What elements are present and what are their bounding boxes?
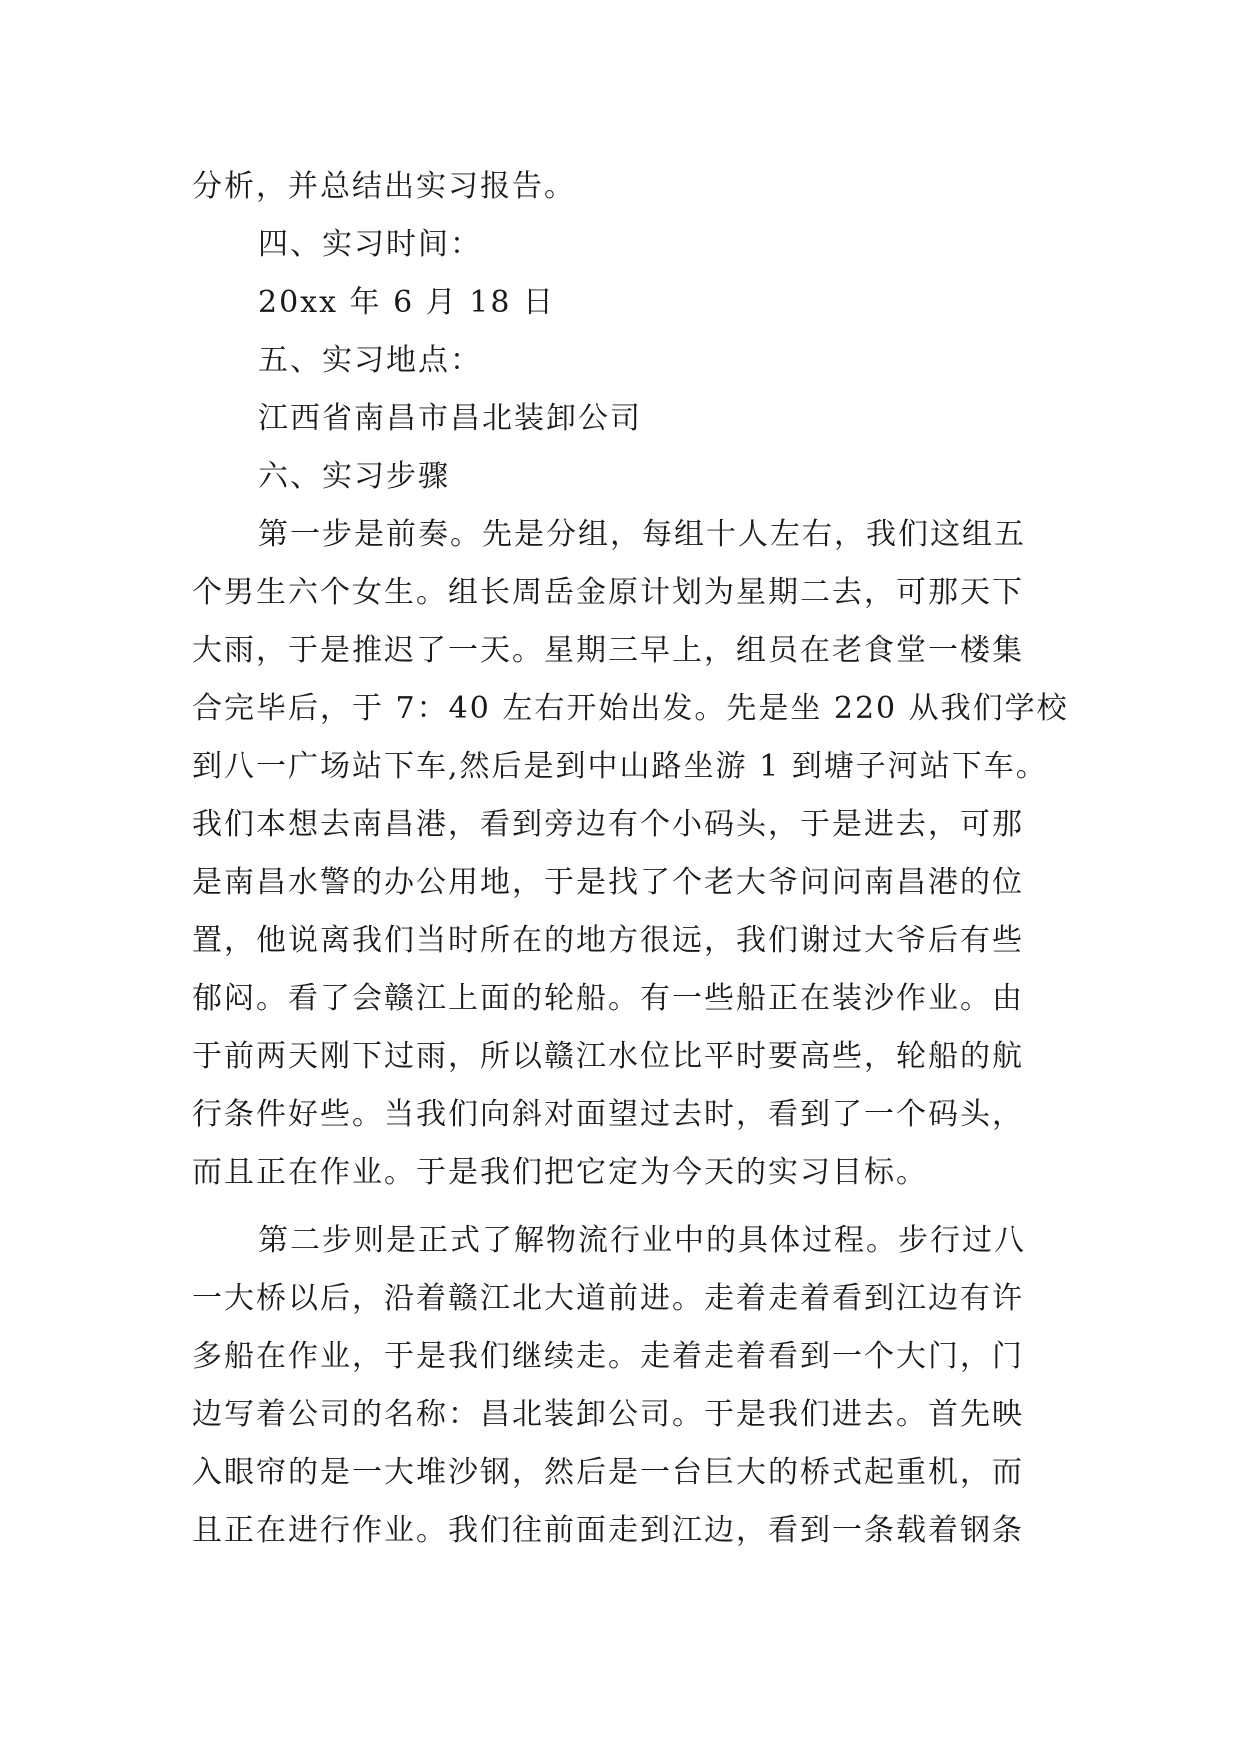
paragraph-1-line: 第一步是前奏。先是分组，每组十人左右，我们这组五: [258, 517, 1026, 552]
paragraph-2-line: 边写着公司的名称：昌北装卸公司。于是我们进去。首先映: [192, 1397, 1024, 1432]
paragraph-1-line: 到八一广场站下车,然后是到中山路坐游 1 到塘子河站下车。: [192, 749, 1048, 784]
paragraph-1-line: 郁闷。看了会赣江上面的轮船。有一些船正在装沙作业。由: [192, 981, 1024, 1016]
paragraph-2-line: 多船在作业，于是我们继续走。走着走着看到一个大门，门: [192, 1339, 1024, 1374]
paragraph-1-line: 合完毕后，于 7：40 左右开始出发。先是坐 220 从我们学校: [192, 691, 1069, 726]
section-heading-time: 四、实习时间：: [258, 227, 482, 262]
paragraph-1-line: 于前两天刚下过雨，所以赣江水位比平时要高些，轮船的航: [192, 1039, 1024, 1074]
paragraph-1-line: 置，他说离我们当时所在的地方很远，我们谢过大爷后有些: [192, 923, 1024, 958]
paragraph-2-line: 一大桥以后，沿着赣江北大道前进。走着走着看到江边有许: [192, 1281, 1024, 1316]
paragraph-1-line: 行条件好些。当我们向斜对面望过去时，看到了一个码头，: [192, 1097, 1024, 1132]
paragraph-2-line: 入眼帘的是一大堆沙钢，然后是一台巨大的桥式起重机，而: [192, 1455, 1024, 1490]
paragraph-2-line: 且正在进行作业。我们往前面走到江边，看到一条载着钢条: [192, 1513, 1024, 1548]
paragraph-1-line: 我们本想去南昌港，看到旁边有个小码头，于是进去，可那: [192, 807, 1024, 842]
internship-location: 江西省南昌市昌北装卸公司: [258, 401, 642, 436]
paragraph-1-line: 大雨，于是推迟了一天。星期三早上，组员在老食堂一楼集: [192, 633, 1024, 668]
section-heading-steps: 六、实习步骤: [258, 459, 450, 494]
section-heading-location: 五、实习地点：: [258, 343, 482, 378]
body-text: [192, 158, 1072, 1560]
paragraph-1-line: 个男生六个女生。组长周岳金原计划为星期二去，可那天下: [192, 575, 1024, 610]
paragraph-1-line: 是南昌水警的办公用地，于是找了个老大爷问问南昌港的位: [192, 865, 1024, 900]
paragraph-1-line: 而且正在作业。于是我们把它定为今天的实习目标。: [192, 1155, 928, 1190]
paragraph-2-line: 第二步则是正式了解物流行业中的具体过程。步行过八: [258, 1223, 1026, 1258]
text-line: 分析，并总结出实习报告。: [192, 169, 576, 204]
internship-date: 20xx 年 6 月 18 日: [258, 285, 555, 320]
